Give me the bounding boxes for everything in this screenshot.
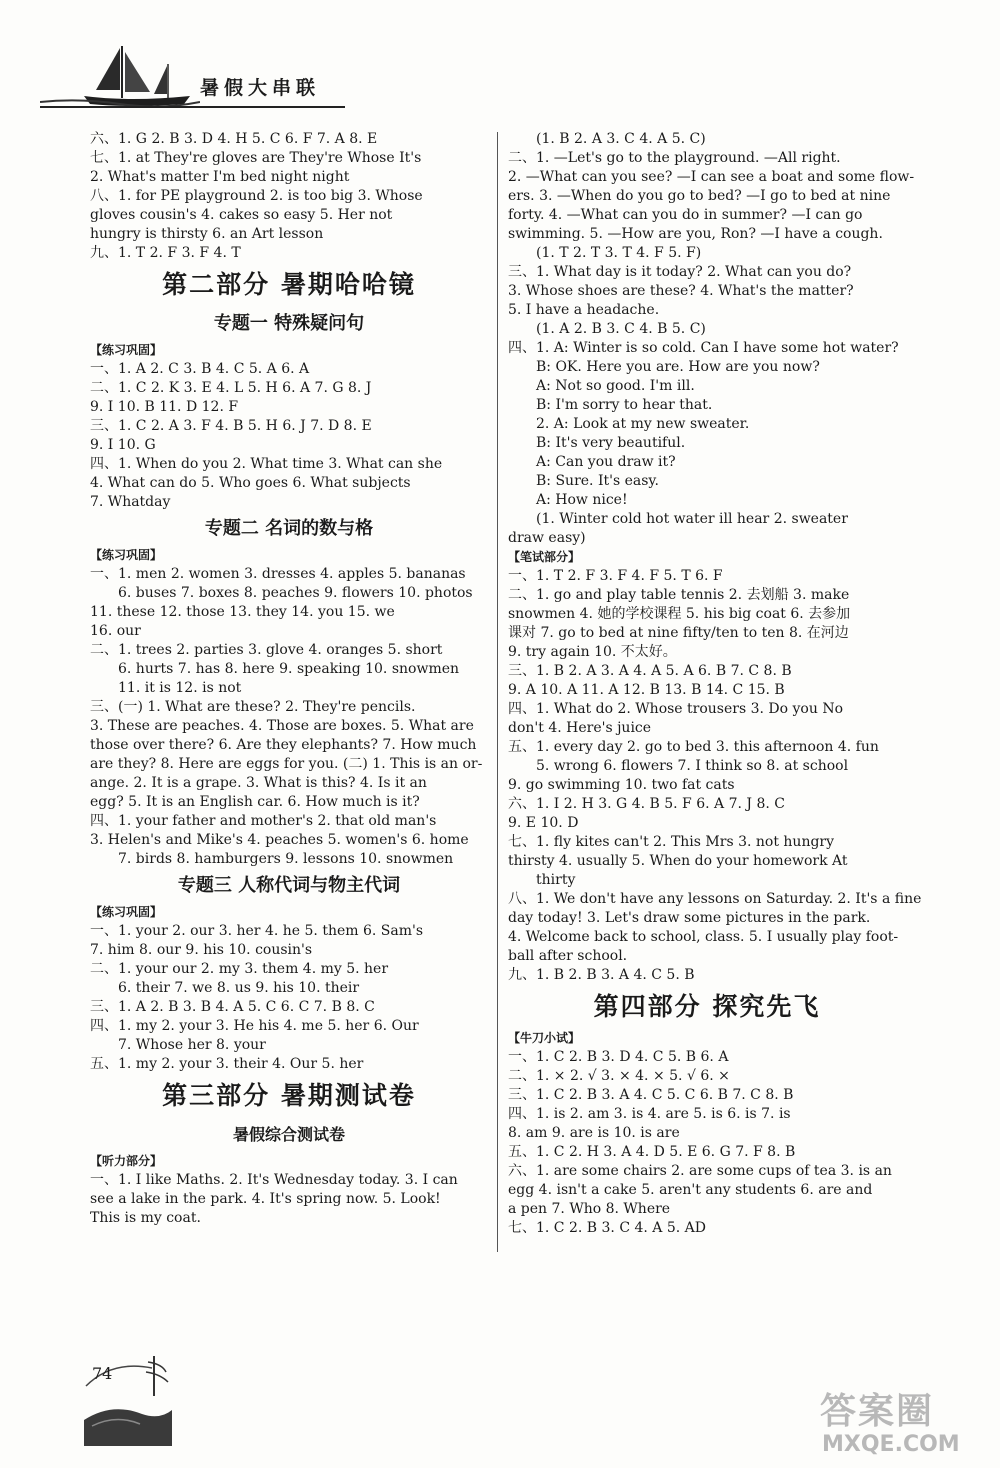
answer-line: 二、1. trees 2. parties 3. glove 4. oranges 5. short (90, 642, 443, 658)
page-header (40, 40, 350, 112)
answer-line: (1. A 2. B 3. C 4. B 5. C) (536, 321, 706, 337)
answer-line: 六、1. G 2. B 3. D 4. H 5. C 6. F 7. A 8. E (90, 131, 378, 147)
answer-line: 二、1. go and play table tennis 2. 去划船 3. make (508, 587, 850, 603)
answer-line: 三、1. C 2. B 3. A 4. C 5. C 6. B 7. C 8. B (508, 1087, 794, 1103)
answer-line: 一、1. T 2. F 3. F 4. F 5. T 6. F (508, 568, 723, 584)
answer-line: those over there? 6. Are they elephants? 7. How much (90, 737, 477, 753)
answer-line: 9. A 10. A 11. A 12. B 13. B 14. C 15. B (508, 682, 785, 698)
answer-line: 七、1. fly kites can't 2. This Mrs 3. not hungry (508, 834, 835, 850)
answer-line: 7. Whose her 8. your (118, 1037, 266, 1053)
answer-line: see a lake in the park. 4. It's spring now. 5. Look! (90, 1191, 441, 1207)
part-heading: 第二部分 暑期哈哈镜 (162, 270, 416, 299)
answer-line: 8. am 9. are is 10. is are (508, 1125, 680, 1141)
answer-line: 一、1. men 2. women 3. dresses 4. apples 5. bananas (90, 566, 466, 582)
answer-line: are they? 8. Here are eggs for you. (二) 1. This is an or- (90, 756, 483, 772)
answer-line: egg 4. isn't a cake 5. aren't any students 6. are and (508, 1182, 873, 1198)
answer-line: 九、1. B 2. B 3. A 4. C 5. B (508, 967, 695, 983)
answer-line: 课对 7. go to bed at nine fifty/ten to ten 8. 在河边 (508, 625, 849, 641)
answer-column-right (508, 130, 922, 1238)
section-tag: 【练习巩固】 (90, 905, 163, 919)
answer-line: draw easy) (508, 530, 586, 546)
answer-line: 八、1. for PE playground 2. is too big 3. Whose (90, 188, 423, 204)
section-tag: 【听力部分】 (90, 1154, 163, 1168)
topic-heading: 专题二 名词的数与格 (204, 518, 374, 539)
answer-line: a pen 7. Who 8. Where (508, 1201, 671, 1217)
answer-line: (1. T 2. T 3. T 4. F 5. F) (536, 245, 702, 261)
answer-line: 三、(一) 1. What are these? 2. They're pencils. (90, 699, 416, 715)
answer-line: 九、1. T 2. F 3. F 4. T (90, 245, 241, 261)
answer-line: hungry is thirsty 6. an Art lesson (90, 226, 324, 242)
answer-line: forty. 4. —What can you do in summer? —I can go (508, 207, 863, 223)
part-heading: 第四部分 探究先飞 (593, 992, 821, 1021)
answer-line: ball after school. (508, 948, 628, 964)
answer-line: snowmen 4. 她的学校课程 5. his big coat 6. 去参加 (508, 606, 851, 622)
header-title: 暑假大串联 (200, 77, 321, 99)
column-divider (497, 132, 498, 1252)
topic-heading: 专题三 人称代词与物主代词 (177, 875, 401, 896)
answer-line: thirsty 4. usually 5. When do your homework At (508, 853, 848, 869)
answer-line: 7. Whatday (90, 494, 171, 510)
answer-line: 二、1. your our 2. my 3. them 4. my 5. her (90, 961, 389, 977)
watermark-url: MXQE.COM (822, 1432, 960, 1457)
answer-line: 二、1. C 2. K 3. E 4. L 5. H 6. A 7. G 8. J (90, 380, 372, 396)
topic-heading: 专题一 特殊疑问句 (213, 313, 365, 334)
answer-line: 三、1. B 2. A 3. A 4. A 5. A 6. B 7. C 8. B (508, 663, 792, 679)
sailboat-logo-icon (40, 40, 200, 110)
answer-line: 四、1. your father and mother's 2. that old man's (90, 813, 437, 829)
answer-line: 四、1. is 2. am 3. is 4. are 5. is 6. is 7. is (508, 1106, 791, 1122)
answer-line: 二、1. —Let's go to the playground. —All right. (508, 150, 841, 166)
answer-line: (1. Winter cold hot water ill hear 2. sweater (536, 511, 848, 527)
answer-line: A: How nice! (536, 492, 628, 508)
answer-line: don't 4. Here's juice (508, 720, 652, 736)
answer-line: 3. These are peaches. 4. Those are boxes. 5. What are (90, 718, 474, 734)
answer-line: 4. Welcome back to school, class. 5. I usually play foot- (508, 929, 899, 945)
answer-line: 一、1. your 2. our 3. her 4. he 5. them 6. Sam's (90, 923, 424, 939)
answer-line: 3. Helen's and Mike's 4. peaches 5. women's 6. home (90, 832, 469, 848)
answer-line: 八、1. We don't have any lessons on Saturday. 2. It's a fine (508, 891, 922, 907)
answer-line: 六、1. are some chairs 2. are some cups of tea 3. is an (508, 1163, 892, 1179)
answer-line: 六、1. I 2. H 3. G 4. B 5. F 6. A 7. J 8. C (508, 796, 785, 812)
answer-line: 9. try again 10. 不太好。 (508, 644, 677, 660)
answer-line: 7. him 8. our 9. his 10. cousin's (90, 942, 313, 958)
answer-column-left (90, 130, 488, 1228)
answer-line: 一、1. A 2. C 3. B 4. C 5. A 6. A (90, 361, 310, 377)
answer-line: thirty (536, 872, 576, 888)
answer-line: swimming. 5. —How are you, Ron? —I have a cough. (508, 226, 883, 242)
answer-line: 七、1. at They're gloves are They're Whose It's (90, 150, 422, 166)
answer-line: B: I'm sorry to hear that. (536, 397, 713, 413)
answer-line: 16. our (90, 623, 141, 639)
answer-line: 2. A: Look at my new sweater. (536, 416, 750, 432)
answer-line: B: OK. Here you are. How are you now? (536, 359, 820, 375)
answer-line: 11. it is 12. is not (118, 680, 242, 696)
answer-line: 9. I 10. B 11. D 12. F (90, 399, 239, 415)
answer-line: 四、1. When do you 2. What time 3. What can she (90, 456, 443, 472)
header-rule (40, 106, 345, 108)
answer-line: 一、1. C 2. B 3. D 4. C 5. B 6. A (508, 1049, 729, 1065)
answer-line: B: It's very beautiful. (536, 435, 686, 451)
answer-line: 9. go swimming 10. two fat cats (508, 777, 735, 793)
answer-line: 五、1. every day 2. go to bed 3. this afternoon 4. fun (508, 739, 879, 755)
answer-line: B: Sure. It's easy. (536, 473, 659, 489)
answer-line: 6. their 7. we 8. us 9. his 10. their (118, 980, 360, 996)
section-tag: 【练习巩固】 (90, 343, 163, 357)
page-number-badge (82, 1356, 174, 1446)
answer-line: 5. wrong 6. flowers 7. I think so 8. at school (536, 758, 849, 774)
part-heading: 第三部分 暑期测试卷 (162, 1081, 416, 1110)
answer-line: 二、1. × 2. √ 3. × 4. × 5. √ 6. × (508, 1068, 730, 1084)
answer-line: 6. buses 7. boxes 8. peaches 9. flowers 10. photos (118, 585, 473, 601)
answer-line: 四、1. What do 2. Whose trousers 3. Do you No (508, 701, 843, 717)
answer-line: gloves cousin's 4. cakes so easy 5. Her not (90, 207, 393, 223)
answer-line: 6. hurts 7. has 8. here 9. speaking 10. snowmen (118, 661, 460, 677)
answer-line: 4. What can do 5. Who goes 6. What subjects (90, 475, 411, 491)
answer-line: 四、1. A: Winter is so cold. Can I have some hot water? (508, 340, 899, 356)
answer-line: 9. E 10. D (508, 815, 579, 831)
page-number: 74 (92, 1364, 113, 1383)
section-tag: 【牛刀小试】 (508, 1031, 581, 1045)
answer-line: 2. What's matter I'm bed night night (90, 169, 350, 185)
watermark (820, 1392, 990, 1462)
section-subheading: 暑假综合测试卷 (232, 1125, 345, 1144)
answer-line: 9. I 10. G (90, 437, 156, 453)
answer-line: 11. these 12. those 13. they 14. you 15. we (90, 604, 395, 620)
answer-line: ers. 3. —When do you go to bed? —I go to bed at nine (508, 188, 891, 204)
answer-line: 2. —What can you see? —I can see a boat and some flow- (508, 169, 915, 185)
answer-line: 三、1. A 2. B 3. B 4. A 5. C 6. C 7. B 8. C (90, 999, 375, 1015)
answer-line: 四、1. my 2. your 3. He his 4. me 5. her 6. Our (90, 1018, 419, 1034)
answer-line: ange. 2. It is a grape. 3. What is this? 4. Is it an (90, 775, 427, 791)
answer-line: (1. B 2. A 3. C 4. A 5. C) (536, 131, 706, 147)
watermark-logo-text: 答案圈 (820, 1391, 935, 1432)
answer-line: This is my coat. (90, 1210, 201, 1226)
section-tag: 【笔试部分】 (508, 550, 581, 564)
answer-line: 五、1. C 2. H 3. A 4. D 5. E 6. G 7. F 8. B (508, 1144, 796, 1160)
answer-line: 5. I have a headache. (508, 302, 660, 318)
answer-line: day today! 3. Let's draw some pictures in the park. (508, 910, 871, 926)
answer-line: 七、1. C 2. B 3. C 4. A 5. AD (508, 1220, 706, 1236)
answer-line: 7. birds 8. hamburgers 9. lessons 10. snowmen (118, 851, 454, 867)
answer-line: 3. Whose shoes are these? 4. What's the matter? (508, 283, 854, 299)
section-tag: 【练习巩固】 (90, 548, 163, 562)
answer-line: A: Not so good. I'm ill. (536, 378, 695, 394)
answer-line: 五、1. my 2. your 3. their 4. Our 5. her (90, 1056, 364, 1072)
answer-line: 三、1. C 2. A 3. F 4. B 5. H 6. J 7. D 8. E (90, 418, 372, 434)
answer-line: 三、1. What day is it today? 2. What can you do? (508, 264, 852, 280)
answer-line: egg? 5. It is an English car. 6. How much is it? (90, 794, 420, 810)
answer-line: A: Can you draw it? (536, 454, 676, 470)
answer-line: 一、1. I like Maths. 2. It's Wednesday today. 3. I can (90, 1172, 458, 1188)
